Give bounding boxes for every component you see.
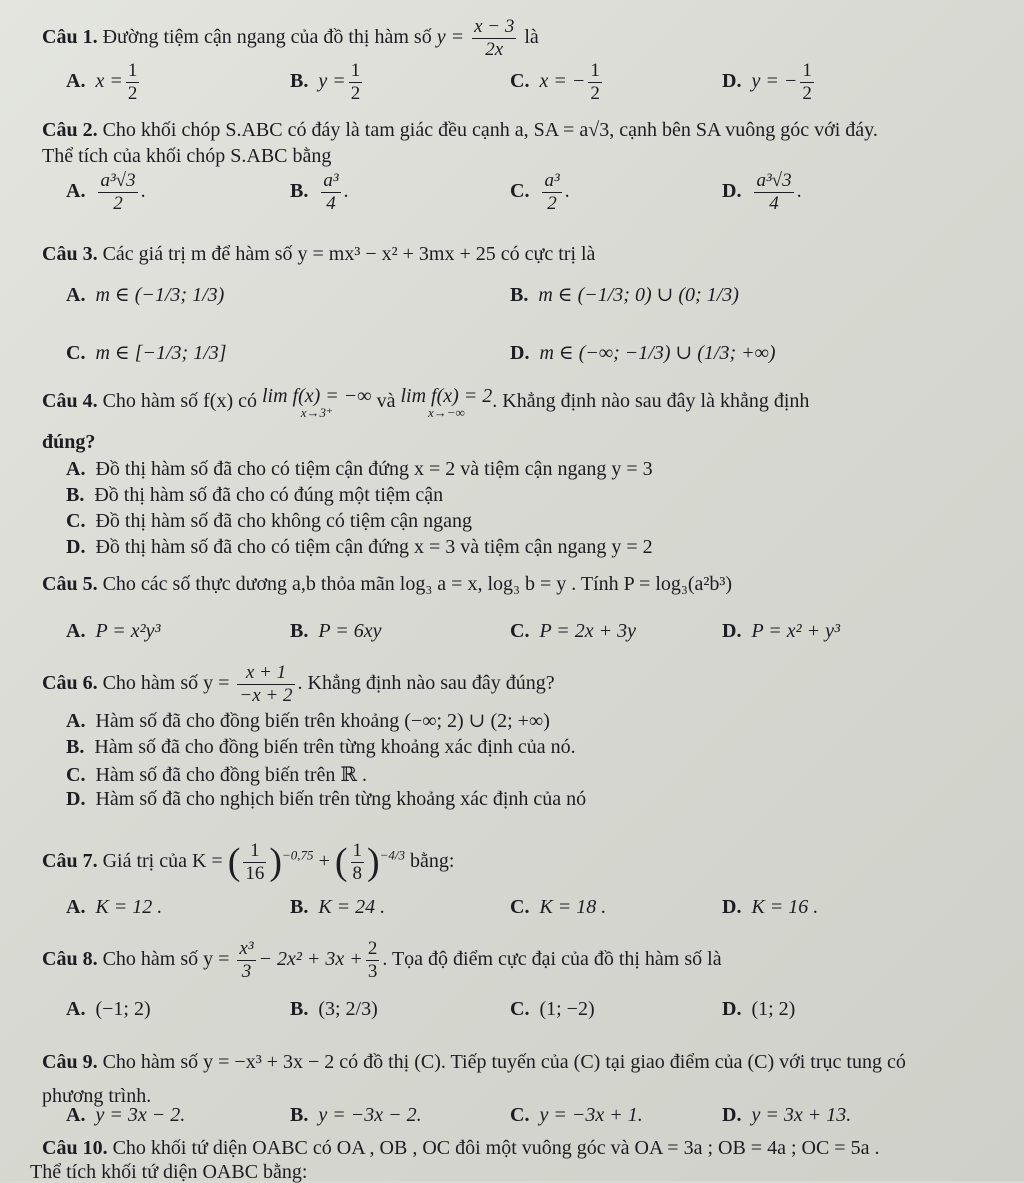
question-number: Câu 10. [42, 1137, 108, 1159]
limit-1: lim f(x) = −∞ x→3⁺ [262, 385, 372, 420]
question-text-line2: phương trình. [42, 1085, 152, 1107]
option-b: B. $\frac{\text{a³}}{4}$ . [290, 170, 349, 214]
question-text: Cho hàm số y = [102, 947, 230, 970]
question-number: Câu 2. [42, 119, 98, 141]
option-a: A. K = 12 . [66, 896, 163, 918]
option-a: A. $\frac{\text{a³√3}}{2}$ . [66, 170, 146, 214]
option-d: D. y = − $\frac{1}{2}$ [722, 60, 812, 104]
option-b: B. Đồ thị hàm số đã cho có đúng một tiệm cận [66, 484, 444, 506]
question-text-tail: . Tọa độ điểm cực đại của đồ thị hàm số là [382, 947, 722, 970]
option-d: D. m ∈ (−∞; −1/3) ∪ (1/3; +∞) [510, 342, 776, 364]
question-text: Đường tiệm cận ngang của đồ thị hàm số [102, 25, 432, 48]
option-c: C. (1; −2) [510, 998, 595, 1020]
question-number: Câu 3. [42, 243, 98, 265]
option-a: A. y = 3x − 2. [66, 1104, 186, 1126]
option-d: D. Đồ thị hàm số đã cho có tiệm cận đứng x = 3 và tiệm cận ngang y = 2 [66, 536, 653, 558]
option-c: C. Hàm số đã cho đồng biến trên ℝ . [66, 764, 368, 786]
question-text: Cho khối tứ diện OABC có OA , OB , OC đôi một vuông góc và OA = 3a ; OB = 4a ; OC = 5a . [112, 1137, 880, 1159]
option-b: B. y = $\frac{1}{2}$ [290, 60, 361, 104]
option-c: C. P = 2x + 3y [510, 620, 637, 642]
question-number: Câu 9. [42, 1051, 98, 1073]
option-b: B. K = 24 . [290, 896, 386, 918]
option-b: B. (3; 2/3) [290, 998, 378, 1020]
option-c: C. K = 18 . [510, 896, 607, 918]
question-text: Giá trị của K = [102, 849, 223, 872]
question-text-tail: bằng: [410, 849, 455, 872]
option-b: B. Hàm số đã cho đồng biến trên từng khoảng xác định của nó. [66, 736, 576, 758]
function-middle: − 2x² + 3x + [258, 947, 363, 970]
option-b: B. y = −3x − 2. [290, 1104, 422, 1126]
option-a: A. (−1; 2) [66, 998, 151, 1020]
question-number: Câu 1. [42, 25, 98, 48]
question-text: Cho khối chóp S.ABC có đáy là tam giác đều cạnh a, SA = a√3, cạnh bên SA vuông góc với đáy. [102, 119, 878, 141]
question-text: Cho hàm số y = [102, 671, 230, 694]
question-number: Câu 8. [42, 947, 98, 970]
question-text-tail: . Khẳng định nào sau đây đúng? [297, 671, 555, 694]
question-text-line2: Thể tích của khối chóp S.ABC bằng [42, 145, 332, 167]
exponent-2: −4/3 [379, 847, 406, 863]
question-text: Cho hàm số y = −x³ + 3x − 2 có đồ thị (C). Tiếp tuyến của (C) tại giao điểm của (C) với trục tung có [102, 1051, 906, 1073]
option-d: D. Hàm số đã cho nghịch biến trên từng khoảng xác định của nó [66, 788, 587, 810]
option-b: B. P = 6xy [290, 620, 382, 642]
option-d: D. (1; 2) [722, 998, 796, 1020]
option-a: A. x = $\frac{1}{2}$ [66, 60, 138, 104]
question-text-line2: đúng? [42, 431, 96, 453]
option-d: D. P = x² + y³ [722, 620, 841, 642]
function-lhs: y = [436, 25, 465, 48]
option-c: C. $\frac{\text{a³}}{2}$ . [510, 170, 570, 214]
question-number: Câu 4. [42, 390, 98, 413]
option-a: A. m ∈ (−1/3; 1/3) [66, 284, 225, 306]
option-c: C. y = −3x + 1. [510, 1104, 643, 1126]
question-text: Cho các số thực dương a,b thỏa mãn log₃ a = x, log₃ b = y . Tính P = log₃(a²b³) [102, 573, 733, 595]
option-c: C. x = − $\frac{1}{2}$ [510, 60, 600, 104]
question-text: Các giá trị m để hàm số y = mx³ − x² + 3mx + 25 có cực trị là [102, 243, 596, 265]
option-d: D. $\frac{\text{a³√3}}{4}$ . [722, 170, 802, 214]
question-tail: là [524, 25, 539, 48]
option-c: C. m ∈ [−1/3; 1/3] [66, 342, 227, 364]
function-fraction: $\frac{x + 1}{-x + 2}$ [239, 662, 293, 706]
question-text-line2: Thể tích khối tứ diện OABC bằng: [30, 1161, 308, 1183]
question-number: Câu 6. [42, 671, 98, 694]
option-c: C. Đồ thị hàm số đã cho không có tiệm cận ngang [66, 510, 473, 532]
exponent-1: −0,75 [282, 847, 314, 863]
question-number: Câu 7. [42, 849, 98, 872]
question-number: Câu 5. [42, 573, 98, 595]
conjunction: và [376, 390, 396, 413]
question-text: Cho hàm số f(x) có [102, 390, 257, 413]
option-a: A. Hàm số đã cho đồng biến trên khoảng (−∞; 2) ∪ (2; +∞) [66, 710, 550, 732]
option-a: A. Đồ thị hàm số đã cho có tiệm cận đứng x = 2 và tiệm cận ngang y = 3 [66, 458, 653, 480]
option-a: A. P = x²y³ [66, 620, 161, 642]
option-d: D. K = 16 . [722, 896, 819, 918]
option-b: B. m ∈ (−1/3; 0) ∪ (0; 1/3) [510, 284, 739, 306]
option-d: D. y = 3x + 13. [722, 1104, 852, 1126]
question-text-tail: . Khẳng định nào sau đây là khẳng định [492, 390, 810, 413]
function-fraction: $\frac{x - 3}{2x}$ [474, 16, 515, 60]
limit-2: lim f(x) = 2 x→−∞ [400, 385, 493, 420]
exam-page: Câu 1. Đường tiệm cận ngang của đồ thị hàm số y = $\frac{x - 3}{2x}$ là A. x = $\frac{1}{2}$ B. y = $\frac{1}{2}$ C. x = − $\frac{1}{2}$ D. y = − $\frac{1}{2}$ Câu 2. Cho khối chóp S.ABC có đáy là tam giác đều cạnh a, SA = a√3, cạnh bên SA vuông góc với đáy. Thể tích của khối chóp S.ABC bằng A. $\frac{\text{a³√3}}{2}$ . B. $\frac{\text{a³}}{4}$ . C. $\frac{\text{a³}}{2}$ . D. $\frac{\text{a³√3}}{4}$ . Câu 3. Các giá trị m để hàm số y = mx³ − x² + 3mx + 25 có cực trị là A. m ∈ (−1/3; 1/3) B. m ∈ (−1/3; 0) ∪ (0; 1/3) C. m ∈ [−1/3; 1/3] D. m ∈ (−∞; −1/3) ∪ (1/3; +∞) Câu 4. Cho hàm số f(x) có lim f(x) = −∞ x→3⁺ và lim f(x) = 2 x→−∞ . Khẳng định nào sau đây là khẳng định đúng? A. Đồ thị hàm số đã cho có tiệm cận đứng x = 2 và tiệm cận ngang y = 3 B. Đồ thị hàm số đã cho có đúng một tiệm cận C. Đồ thị hàm số đã cho không có tiệm cận ngang D. Đồ thị hàm số đã cho có tiệm cận đứng x = 3 và tiệm cận ngang y = 2 Câu 5. Cho các số thực dương a,b thỏa mãn log₃ a = x, log₃ b = y . Tính P = log₃(a²b³) A. P = x²y³ B. P = 6xy C. P = 2x + 3y D. P = x² + y³ Câu 6. Cho hàm số y = $\frac{x + 1}{-x + 2}$ . Khẳng định nào sau đây đúng? A. Hàm số đã cho đồng biến trên khoảng (−∞; 2) ∪ (2; +∞) B. Hàm số đã cho đồng biến trên từng khoảng xác định của nó. C. Hàm số đã cho đồng biến trên ℝ . D. Hàm số đã cho nghịch biến trên từng khoảng xác định của nó Câu 7. Giá trị của K = ( $\frac{1}{16}$ )$^{-0,75}$ + ( $\frac{1}{8}$ )$^{-4/3}$ bằng: A. K = 12 . B. K = 24 . C. K = 18 . D. K = 16 . Câu 8. Cho hàm số y = $\frac{\text{x³}}{3}$ − 2x² + 3x + $\frac{2}{3}$ . Tọa độ điểm cực đại của đồ thị hàm số là A. (−1; 2) B. (3; 2/3) C. (1; −2) D. (1; 2) Câu 9. Cho hàm số y = −x³ + 3x − 2 có đồ thị (C). Tiếp tuyến của (C) tại giao điểm của (C) với trục tung có phương trình. A. y = 3x − 2. B. y = −3x − 2. C. y = −3x + 1. D. y = 3x + 13. Câu 10. Cho khối tứ diện OABC có OA , OB , OC đôi một vuông góc và OA = 3a ; OB = 4a ; OC = 5a . Thể tích khối tứ diện OABC bằng: [0, 0, 1024, 1181]
